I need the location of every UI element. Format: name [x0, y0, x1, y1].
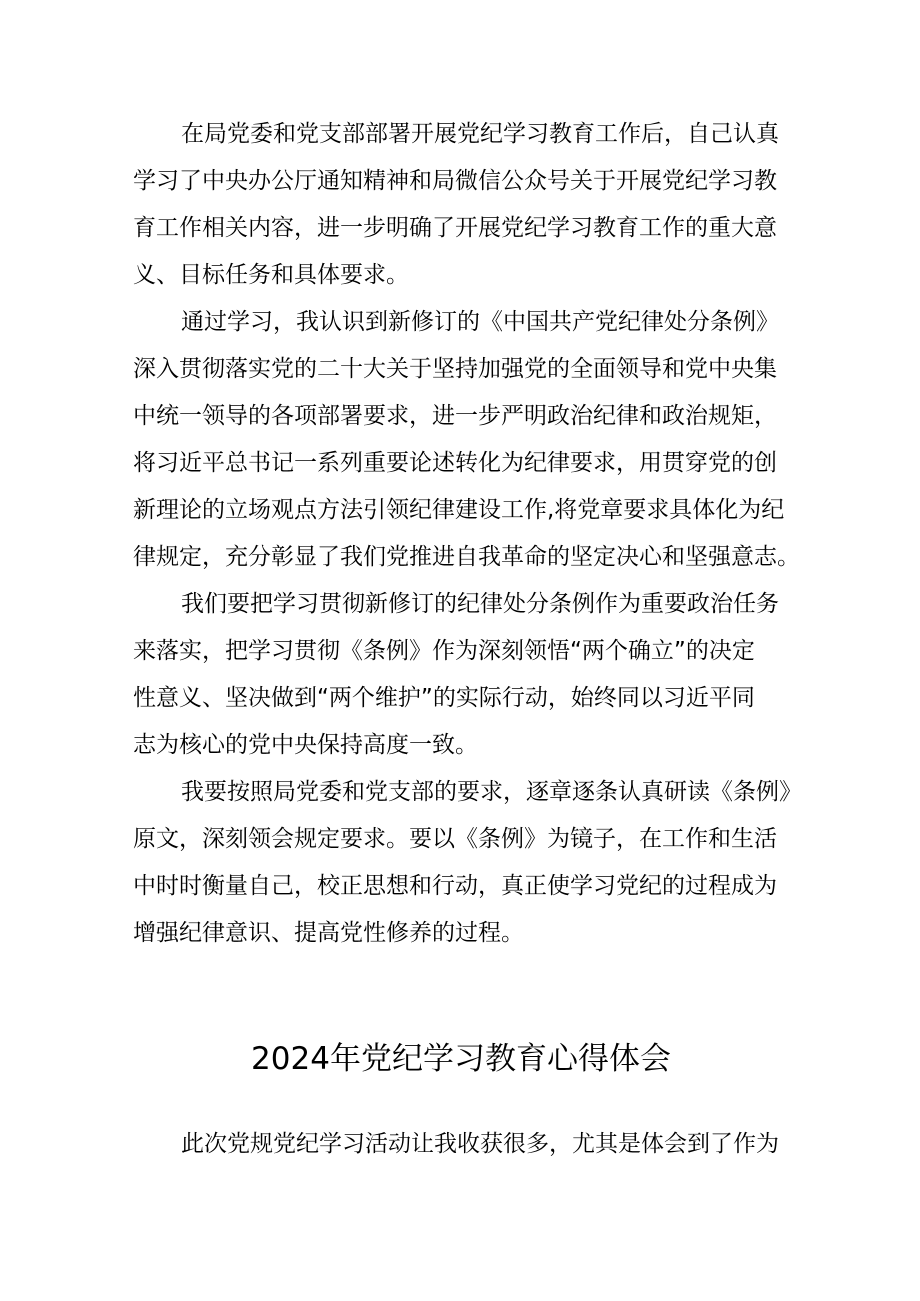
text-line: 义、目标任务和具体要求。: [133, 262, 409, 288]
text-line: 我们要把学习贯彻新修订的纪律处分条例作为重要政治任务: [181, 591, 779, 617]
text-line: 来落实，把学习贯彻《条例》作为深刻领悟“两个确立”的决定: [133, 638, 755, 664]
text-line: 将习近平总书记一系列重要论述转化为纪律要求，用贯穿党的创: [133, 450, 777, 476]
section-title: 2024年党纪学习教育心得体会: [251, 1041, 671, 1077]
text-line: 通过学习，我认识到新修订的《中国共产党纪律处分条例》: [181, 309, 779, 335]
paragraph-1: [133, 111, 789, 299]
paragraph-4: [133, 769, 802, 957]
paragraph-5: [133, 1121, 789, 1168]
text-line: 新理论的立场观点方法引领纪律建设工作,将党章要求具体化为纪: [133, 497, 785, 523]
paragraph-2: [133, 299, 800, 581]
text-line: 育工作相关内容，进一步明确了开展党纪学习教育工作的重大意: [133, 215, 777, 241]
text-line: 深入贯彻落实党的二十大关于坚持加强党的全面领导和党中央集: [133, 356, 777, 382]
text-line: 性意义、坚决做到“两个维护”的实际行动，始终同以习近平同: [133, 685, 755, 711]
text-line: 律规定，充分彰显了我们党推进自我革命的坚定决心和坚强意志。: [133, 544, 800, 570]
text-line: 志为核心的党中央保持高度一致。: [133, 732, 478, 758]
text-line: 在局党委和党支部部署开展党纪学习教育工作后，自己认真: [181, 121, 779, 147]
paragraph-3: [133, 581, 789, 769]
document-body: [133, 111, 802, 957]
text-line: 我要按照局党委和党支部的要求，逐章逐条认真研读《条例》: [181, 779, 802, 805]
text-line: 中统一领导的各项部署要求，进一步严明政治纪律和政治规矩，: [133, 403, 777, 429]
text-line: 学习了中央办公厅通知精神和局微信公众号关于开展党纪学习教: [133, 168, 777, 194]
text-line: 原文，深刻领会规定要求。要以《条例》为镜子，在工作和生活: [133, 826, 777, 852]
text-line: 此次党规党纪学习活动让我收获很多，尤其是体会到了作为: [181, 1131, 779, 1157]
text-line: 中时时衡量自己，校正思想和行动，真正使学习党纪的过程成为: [133, 873, 777, 899]
text-line: 增强纪律意识、提高党性修养的过程。: [133, 920, 524, 946]
